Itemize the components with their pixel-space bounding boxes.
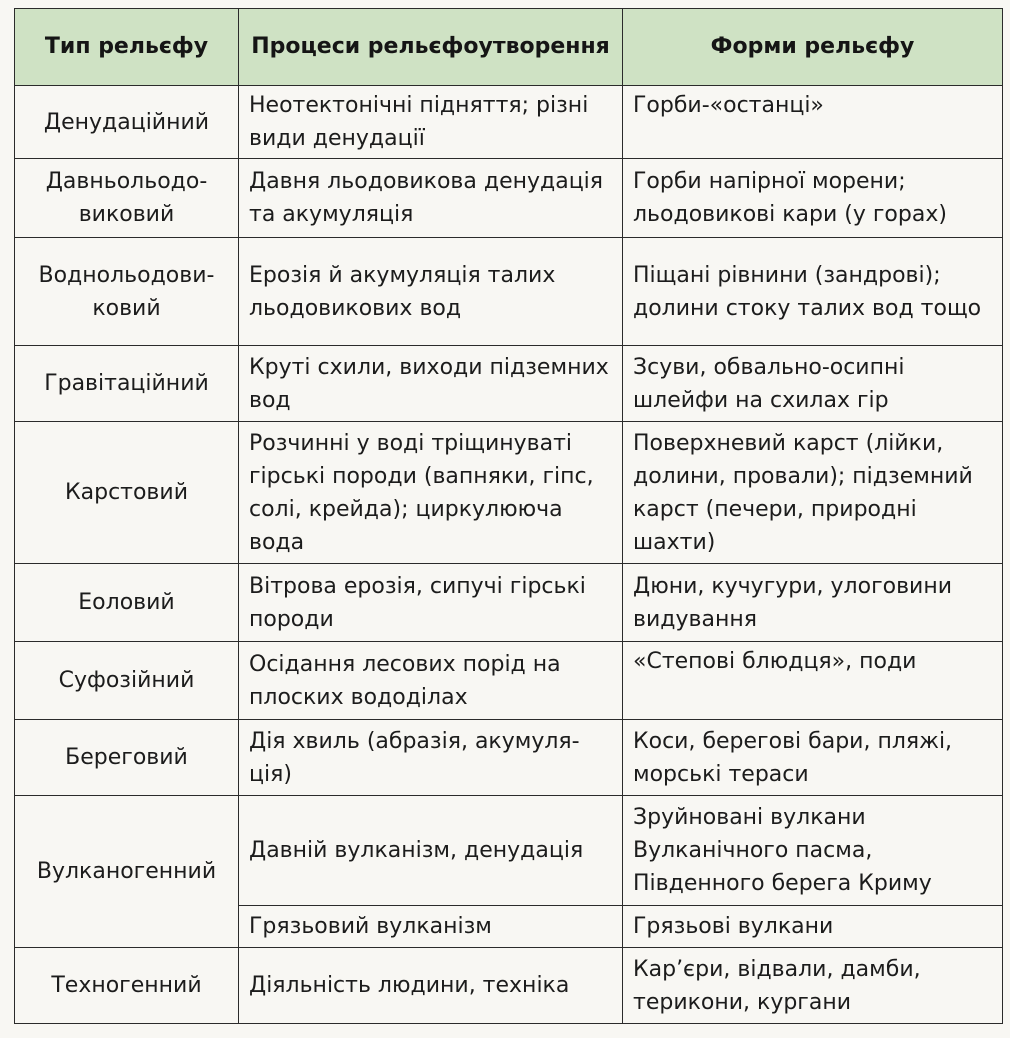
processes-cell: Ерозія й акумуляція талих льодовикових вод — [239, 238, 623, 346]
table-row — [15, 346, 1003, 422]
relief-type-cell: Воднольодовиковий — [15, 238, 239, 346]
header-processes: Процеси рельєфоутворення — [239, 9, 623, 86]
relief-types-table — [14, 8, 1003, 1024]
forms-cell: Кар’єри, відвали, дамби, терикони, кургани — [623, 948, 1003, 1024]
header-relief-forms: Форми рельєфу — [623, 9, 1003, 86]
table-row — [15, 564, 1003, 642]
processes-cell: Осідання лесових порід на плоских вододілах — [239, 642, 623, 720]
table-row — [15, 642, 1003, 720]
table-body — [15, 86, 1003, 1024]
forms-cell: Поверхневий карст (лійки, долини, провали); підземний карст (печери, природні шахти) — [623, 422, 1003, 564]
processes-cell: Вітрова ерозія, сипучі гірські породи — [239, 564, 623, 642]
processes-cell: Грязьовий вулканізм — [239, 906, 623, 948]
table-row — [15, 86, 1003, 159]
processes-cell: Дія хвиль (абразія, акумуляція) — [239, 720, 623, 796]
relief-type-cell: Еоловий — [15, 564, 239, 642]
processes-cell: Круті схили, виходи підземних вод — [239, 346, 623, 422]
table-row — [15, 159, 1003, 238]
relief-type-cell: Береговий — [15, 720, 239, 796]
relief-type-cell: Давньольодовиковий — [15, 159, 239, 238]
table-header — [15, 9, 1003, 86]
table-row — [15, 948, 1003, 1024]
forms-cell: Горби-«останці» — [623, 86, 1003, 159]
table-row — [15, 238, 1003, 346]
processes-cell: Давня льодовикова денудація та акумуляція — [239, 159, 623, 238]
relief-type-cell: Карстовий — [15, 422, 239, 564]
relief-type-cell: Суфозійний — [15, 642, 239, 720]
forms-cell: Грязьові вулкани — [623, 906, 1003, 948]
forms-cell: Піщані рівнини (зандрові); долини стоку талих вод тощо — [623, 238, 1003, 346]
processes-cell: Розчинні у воді тріщинуваті гірські породи (вапняки, гіпс, солі, крейда); циркулююча вода — [239, 422, 623, 564]
relief-type-cell: Вулканогенний — [15, 796, 239, 948]
forms-cell: Зруйновані вулкани Вулканічного пасма, Південного берега Криму — [623, 796, 1003, 906]
table-row — [15, 422, 1003, 564]
forms-cell: Дюни, кучугури, улоговини видування — [623, 564, 1003, 642]
forms-cell: «Степові блюдця», поди — [623, 642, 1003, 720]
relief-type-cell: Техногенний — [15, 948, 239, 1024]
header-row — [15, 9, 1003, 86]
relief-type-cell: Гравітаційний — [15, 346, 239, 422]
processes-cell: Неотектонічні підняття; різні види денудації — [239, 86, 623, 159]
forms-cell: Зсуви, обвально-осипні шлейфи на схилах гір — [623, 346, 1003, 422]
forms-cell: Коси, берегові бари, пляжі, морські тераси — [623, 720, 1003, 796]
forms-cell: Горби напірної морени; льодовикові кари (у горах) — [623, 159, 1003, 238]
table-row — [15, 720, 1003, 796]
processes-cell: Давній вулканізм, денудація — [239, 796, 623, 906]
processes-cell: Діяльність людини, техніка — [239, 948, 623, 1024]
header-relief-type: Тип рельєфу — [15, 9, 239, 86]
relief-type-cell: Денудаційний — [15, 86, 239, 159]
table-row — [15, 796, 1003, 906]
